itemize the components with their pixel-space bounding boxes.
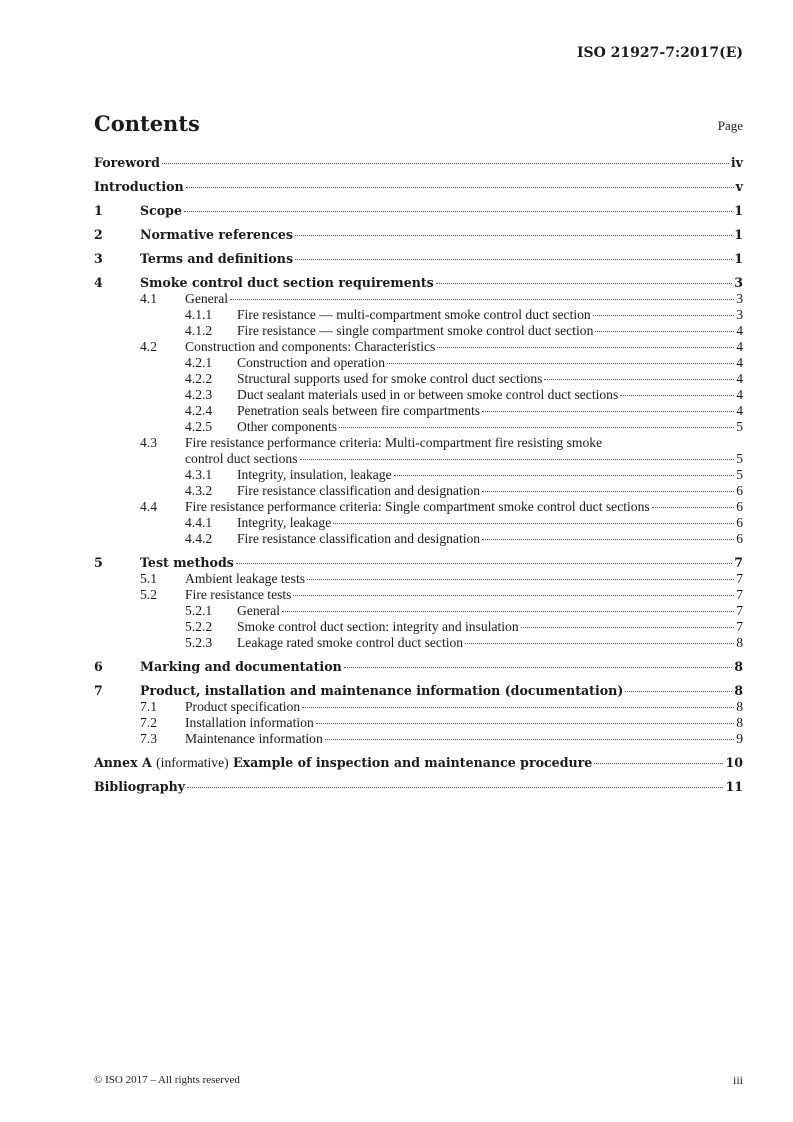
toc-entry-page: 8 (736, 635, 743, 650)
toc-entry-number: 4.1.1 (185, 307, 213, 322)
toc-entry-title: Integrity, leakage (237, 515, 332, 530)
leader-dots (282, 601, 734, 612)
toc-entry-number: 4.4.1 (185, 515, 213, 530)
toc-entry-number: 1 (94, 203, 103, 218)
toc-entry-title: Introduction (94, 179, 184, 194)
leader-dots (593, 305, 734, 316)
leader-dots (620, 385, 734, 396)
toc-entry-title: Duct sealant materials used in or between smoke control duct sections (237, 387, 619, 402)
toc-entry-title: Installation information (185, 715, 314, 730)
page-number: iii (732, 1073, 743, 1087)
toc-entry-page: 9 (736, 731, 743, 746)
leader-dots (387, 353, 734, 364)
leader-dots (187, 777, 723, 788)
toc-entry (94, 227, 743, 243)
leader-dots (595, 321, 734, 332)
toc-entry-page: 4 (736, 323, 743, 338)
page-column-label: Page (717, 118, 743, 133)
toc-entry-number: 5.2.1 (185, 603, 213, 618)
toc-entry-title: Maintenance information (185, 731, 323, 746)
toc-entry-number: 4 (94, 275, 103, 290)
toc-entry-page: 7 (736, 571, 743, 586)
toc-entry-title: General (185, 291, 229, 306)
leader-dots (436, 273, 732, 284)
annex-type: (informative) (156, 755, 229, 770)
toc-entry-number: 4.1 (140, 291, 157, 306)
leader-dots (394, 465, 735, 476)
toc-entry-page: 7 (736, 619, 743, 634)
leader-dots (333, 513, 734, 524)
toc-entry-number: 4.3.2 (185, 483, 213, 498)
toc-entry (94, 659, 743, 675)
toc-entry-number: 4.2.2 (185, 371, 213, 386)
toc-entry-number: 5.2.2 (185, 619, 213, 634)
toc-entry-number: 4.4.2 (185, 531, 213, 546)
toc-entry-page: v (735, 179, 743, 194)
toc-entry-title-continued: control duct sections (185, 451, 298, 466)
toc-entry-number: 7.1 (140, 699, 157, 714)
leader-dots (295, 249, 732, 260)
toc-entry-number: 4.3 (140, 435, 157, 450)
toc-entry-page: 6 (736, 483, 743, 498)
leader-dots (162, 153, 729, 164)
leader-dots (625, 681, 732, 692)
toc-entry-number: 4.3.1 (185, 467, 213, 482)
toc-entry-page: 8 (736, 715, 743, 730)
toc-entry (94, 531, 743, 547)
toc-entry-page: 4 (736, 355, 743, 370)
toc-entry-title: Structural supports used for smoke control duct sections (237, 371, 543, 386)
toc-entry-number: 4.2.3 (185, 387, 213, 402)
toc-entry (94, 419, 743, 435)
toc-entry-page: 1 (734, 251, 743, 266)
toc-entry-page: 7 (736, 587, 743, 602)
toc-entry-page: 3 (736, 307, 743, 322)
toc-entry-title: Fire resistance classification and designation (237, 483, 481, 498)
leader-dots (293, 585, 734, 596)
toc-entry-page: 5 (736, 451, 743, 466)
toc-entry-number: 5 (94, 555, 103, 570)
toc-entry-number: 5.2.3 (185, 635, 213, 650)
toc-entry-number: 4.2.5 (185, 419, 213, 434)
toc-entry-page: 4 (736, 371, 743, 386)
toc-entry-page: 5 (736, 467, 743, 482)
toc-entry-number: 5.2 (140, 587, 157, 602)
toc-entry-page: iv (730, 155, 743, 170)
toc-entry-title: Bibliography (94, 779, 186, 794)
annex-label: Annex A (94, 755, 152, 770)
leader-dots (325, 729, 734, 740)
leader-dots (344, 657, 732, 668)
toc-entry-page: 1 (734, 203, 743, 218)
leader-dots (482, 401, 734, 412)
toc-entry-page: 11 (725, 779, 743, 794)
toc-entry-title: Fire resistance classification and designation (237, 531, 481, 546)
toc-entry-page: 4 (736, 339, 743, 354)
toc-entry-page: 5 (736, 419, 743, 434)
page-title: Contents (94, 111, 200, 136)
toc-entry-title: Terms and definitions (140, 251, 294, 266)
toc-entry-number: 6 (94, 659, 103, 674)
toc-entry-page: 6 (736, 515, 743, 530)
toc-entry-page: 10 (725, 755, 743, 770)
toc-entry-page: 3 (736, 291, 743, 306)
leader-dots (316, 713, 734, 724)
toc-entry (94, 731, 743, 747)
toc-entry-number: 4.4 (140, 499, 157, 514)
toc-entry-title (94, 755, 592, 771)
toc-entry-page: 3 (734, 275, 743, 290)
toc-entry-page: 7 (736, 603, 743, 618)
toc-entry-title: Integrity, insulation, leakage (237, 467, 392, 482)
annex-title: Example of inspection and maintenance procedure (233, 755, 593, 770)
leader-dots (186, 177, 734, 188)
toc-entry-page: 6 (736, 499, 743, 514)
toc-entry-number: 7 (94, 683, 103, 698)
toc-entry-title: Test methods (140, 555, 234, 570)
toc-entry-number: 5.1 (140, 571, 157, 586)
toc-entry-page: 1 (734, 227, 743, 242)
leader-dots (544, 369, 734, 380)
toc-entry-title: Product, installation and maintenance information (documentation) (140, 683, 624, 698)
toc-entry-title: Penetration seals between fire compartments (237, 403, 481, 418)
toc-entry-page: 8 (736, 699, 743, 714)
toc-entry-title: Fire resistance tests (185, 587, 292, 602)
toc-entry-page: 4 (736, 403, 743, 418)
leader-dots (482, 529, 734, 540)
toc-entry-page: 8 (734, 683, 743, 698)
toc-entry-title: Leakage rated smoke control duct section (237, 635, 464, 650)
toc-entry-title: Construction and components: Characteristics (185, 339, 436, 354)
toc-entry-number: 7.3 (140, 731, 157, 746)
leader-dots (302, 697, 734, 708)
leader-dots (307, 569, 734, 580)
toc-entry (94, 755, 743, 771)
toc-entry-page: 7 (734, 555, 743, 570)
toc-entry-title: Fire resistance performance criteria: Multi-compartment fire resisting smoke (185, 435, 603, 450)
toc-entry (94, 203, 743, 219)
toc-entry-title: Product specification (185, 699, 301, 714)
copyright-notice: © ISO 2017 – All rights reserved (94, 1074, 240, 1086)
toc-entry (94, 635, 743, 651)
document-id: ISO 21927-7:2017(E) (576, 45, 743, 61)
leader-dots (594, 753, 723, 764)
toc-entry-number: 4.2.4 (185, 403, 213, 418)
toc-entry (94, 155, 743, 171)
leader-dots (437, 337, 734, 348)
toc-entry-title: Ambient leakage tests (185, 571, 306, 586)
leader-dots (521, 617, 735, 628)
leader-dots (300, 449, 735, 460)
toc-entry-number: 4.2.1 (185, 355, 213, 370)
toc-entry-number: 3 (94, 251, 103, 266)
leader-dots (652, 497, 735, 508)
leader-dots (184, 201, 732, 212)
toc-entry-title: General (237, 603, 281, 618)
toc-entry-title: Marking and documentation (140, 659, 342, 674)
toc-entry-number: 4.1.2 (185, 323, 213, 338)
toc-entry-title: Smoke control duct section requirements (140, 275, 434, 290)
toc-entry-number: 2 (94, 227, 103, 242)
toc-entry-title: Fire resistance — multi-compartment smoke control duct section (237, 307, 591, 322)
toc-entry (94, 483, 743, 499)
toc-entry (94, 179, 743, 195)
leader-dots (295, 225, 732, 236)
leader-dots (236, 553, 732, 564)
toc-entry (94, 779, 743, 795)
toc-entry (94, 251, 743, 267)
toc-entry-title: Smoke control duct section: integrity and insulation (237, 619, 519, 634)
toc-entry-page: 6 (736, 531, 743, 546)
leader-dots (230, 289, 734, 300)
toc-entry-title: Fire resistance — single compartment smoke control duct section (237, 323, 594, 338)
leader-dots (482, 481, 734, 492)
toc-entry-number: 4.2 (140, 339, 157, 354)
leader-dots (465, 633, 734, 644)
table-of-contents (94, 155, 743, 795)
toc-entry-page: 8 (734, 659, 743, 674)
toc-entry-title: Normative references (140, 227, 294, 242)
leader-dots (339, 417, 734, 428)
toc-entry-title: Scope (140, 203, 182, 218)
toc-entry-number: 7.2 (140, 715, 157, 730)
toc-entry-title: Other components (237, 419, 338, 434)
toc-entry-title: Construction and operation (237, 355, 385, 370)
toc-entry-title: Foreword (94, 155, 160, 170)
toc-entry-page: 4 (736, 387, 743, 402)
toc-entry-title: Fire resistance performance criteria: Single compartment smoke control duct sections (185, 499, 650, 514)
